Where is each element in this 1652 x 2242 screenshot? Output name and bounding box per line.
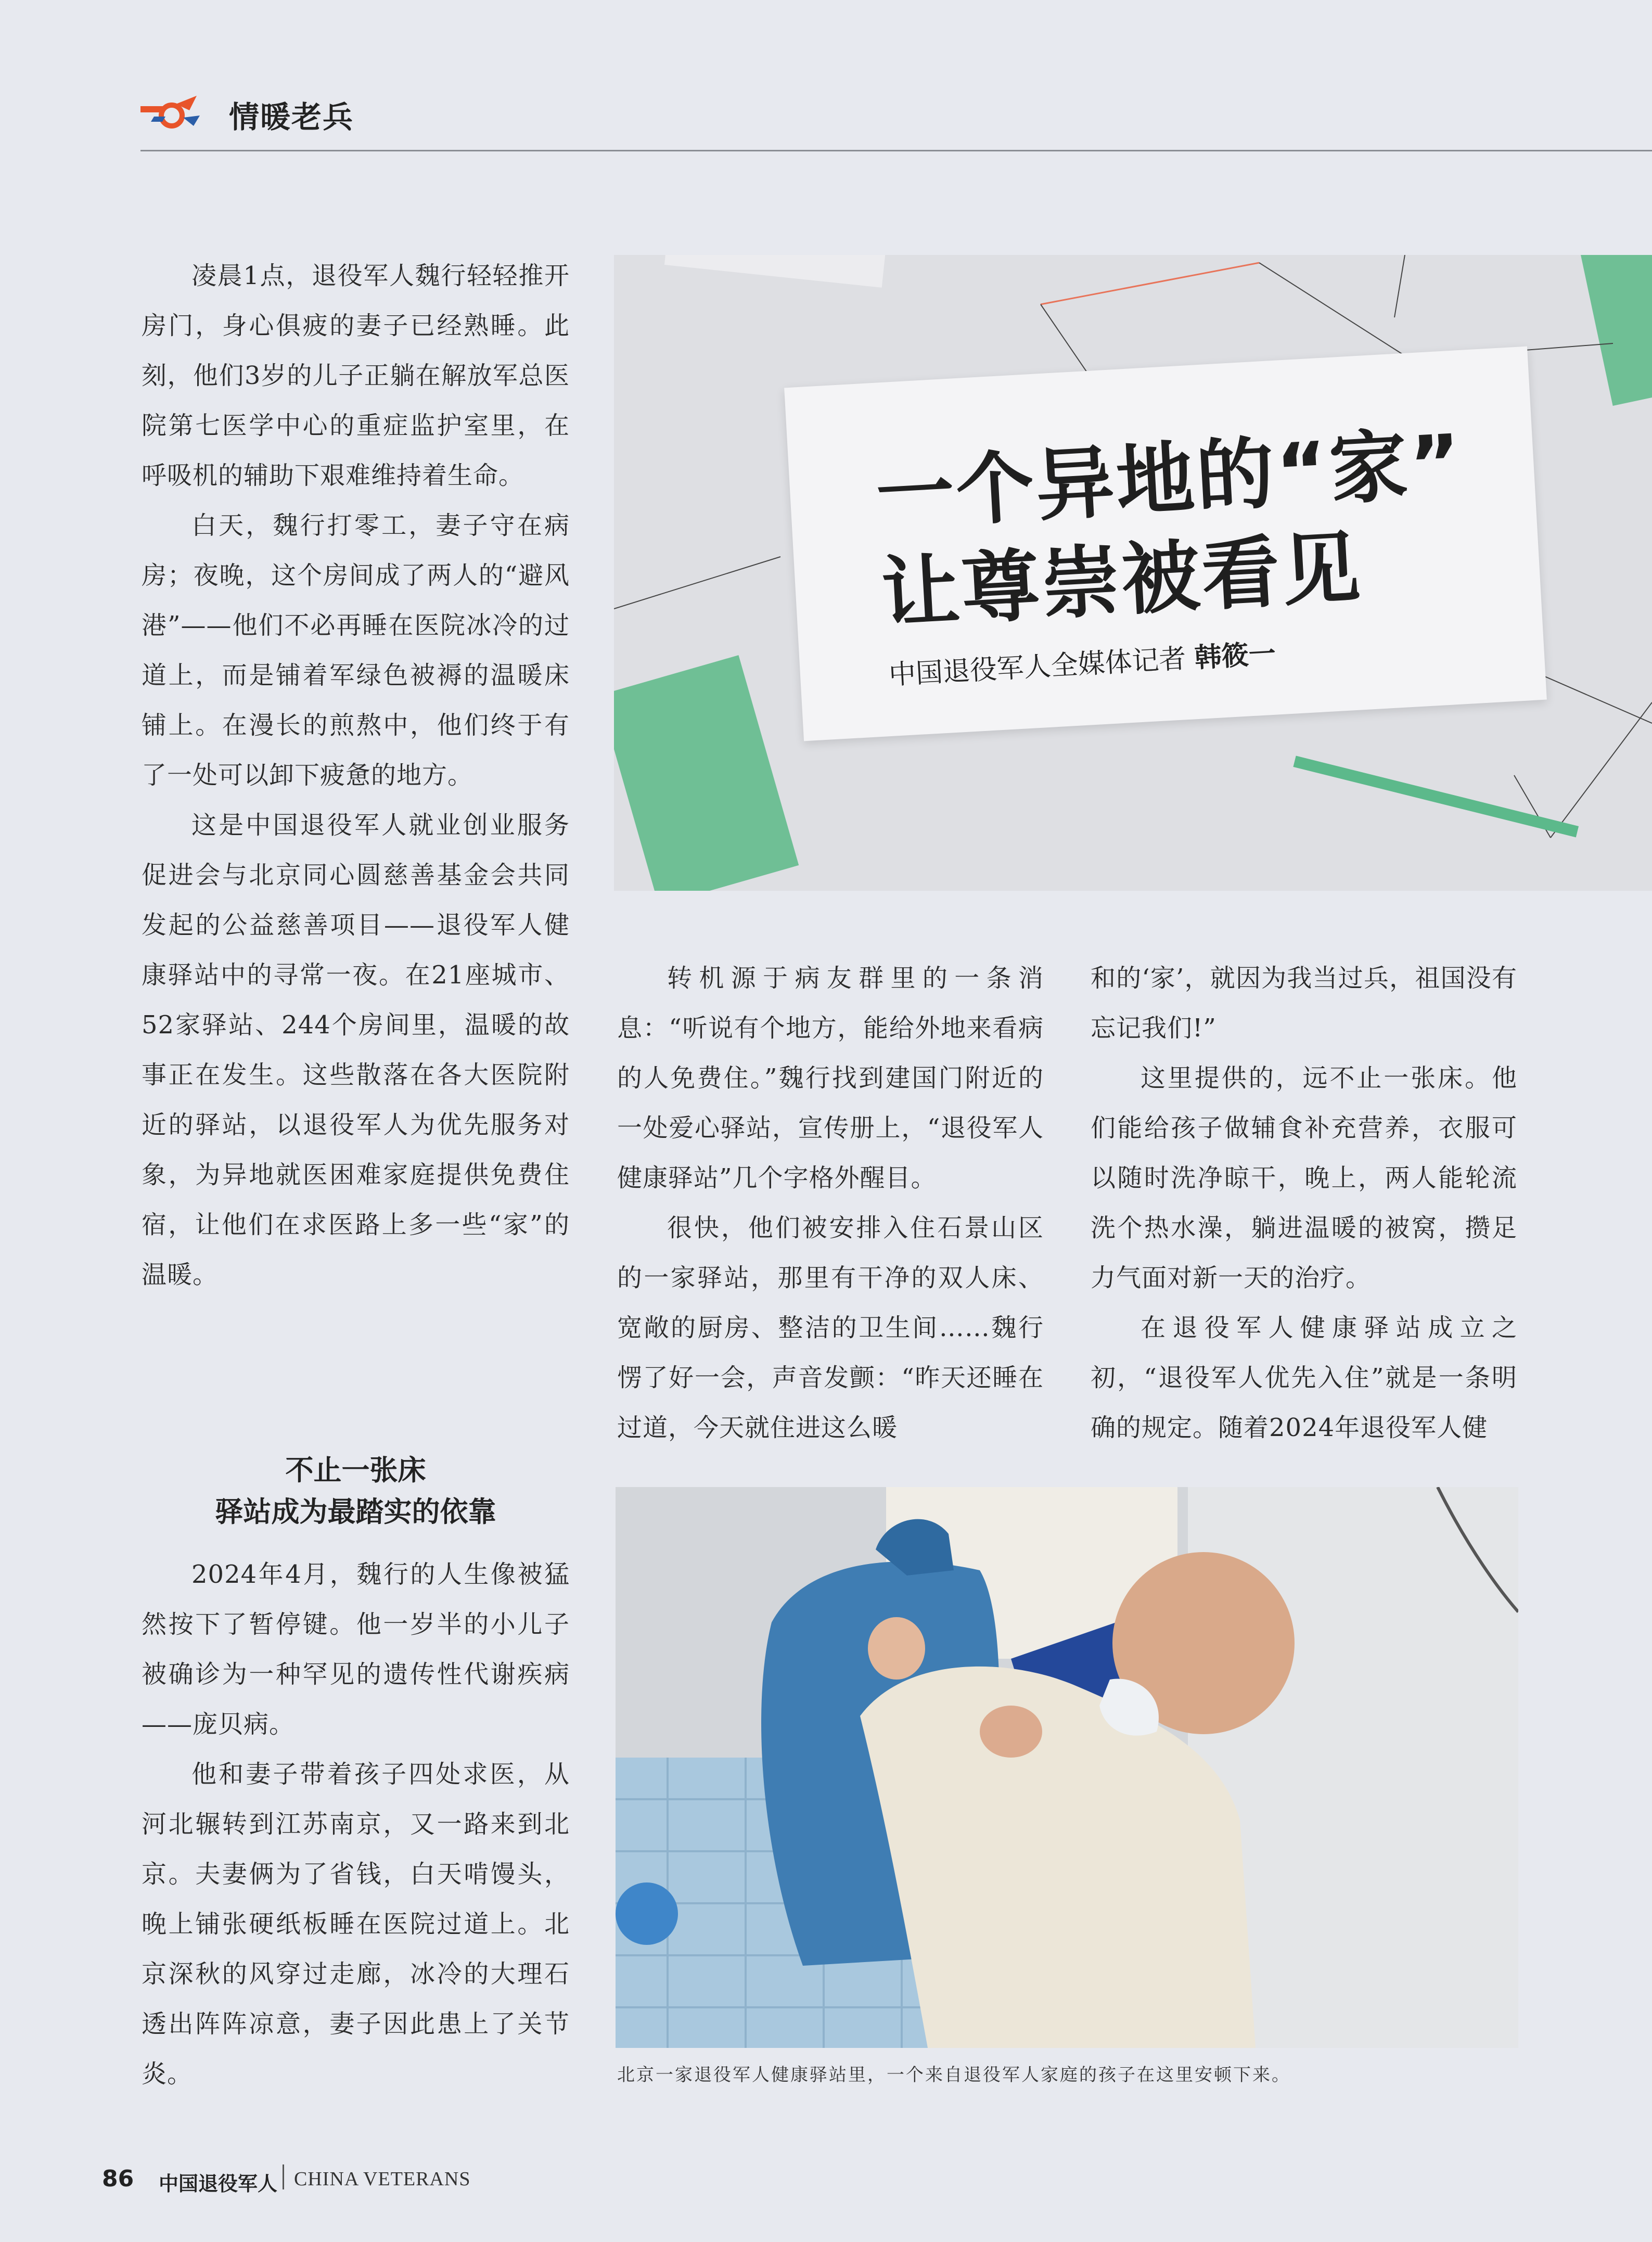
paragraph: 这是中国退役军人就业创业服务促进会与北京同心圆慈善基金会共同发起的公益慈善项目——退役军人健康驿站中的寻常一夜。在21座城市、52家驿站、244个房间里，温暖的故事正在发生。这些散落在各大医院附近的驿站，以退役军人为优先服务对象，为异地就医困难家庭提供免费住宿，让他们在求医路上多一些“家”的温暖。 <box>142 811 570 1289</box>
article-photo <box>616 1487 1518 2048</box>
magazine-name-cn: 中国退役军人 <box>159 2172 278 2195</box>
paragraph: 2024年4月，魏行的人生像被猛然按下了暂停键。他一岁半的小儿子被确诊为一种罕见的遗传性代谢疾病——庞贝病。 <box>142 1560 570 1739</box>
section-title: 情暖老兵 <box>229 99 354 135</box>
paragraph: 他和妻子带着孩子四处求医，从河北辗转到江苏南京，又一路来到北京。夫妻俩为了省钱，白天啃馒头，晚上铺张硬纸板睡在医院过道上。北京深秋的风穿过走廊，冰冷的大理石透出阵阵凉意，妻子因此患上了关节炎。 <box>142 1760 570 2089</box>
paragraph: 白天，魏行打零工，妻子守在病房；夜晚，这个房间成了两人的“避风港”——他们不必再睡在医院冰冷的过道上，而是铺着军绿色被褥的温暖床铺上。在漫长的煎熬中，他们终于有了一处可以卸下疲惫的地方。 <box>142 511 570 790</box>
byline <box>888 632 1277 692</box>
article-column-3 <box>1091 953 1517 1453</box>
paragraph: 在退役军人健康驿站成立之初，“退役军人优先入住”就是一条明确的规定。随着2024年退役军人健 <box>1091 1313 1517 1442</box>
article-column-1-continued <box>142 1549 570 2099</box>
soldier-logo-icon <box>139 95 201 131</box>
magazine-name-en: CHINA VETERANS <box>294 2168 471 2190</box>
hero-title-image <box>614 255 1652 891</box>
paragraph: 很快，他们被安排入住石景山区的一家驿站，那里有干净的双人床、宽敞的厨房、整洁的卫生间……魏行愣了好一会，声音发颤：“昨天还睡在过道，今天就住进这么暖 <box>617 1213 1044 1442</box>
section-subheading <box>142 1450 570 1533</box>
article-column-1 <box>142 251 570 1300</box>
header-divider <box>140 150 1652 151</box>
paragraph-continued: 和的‘家’，就因为我当过兵，祖国没有忘记我们!” <box>1091 964 1517 1043</box>
paragraph: 凌晨1点，退役军人魏行轻轻推开房门，身心俱疲的妻子已经熟睡。此刻，他们3岁的儿子正躺在解放军总医院第七医学中心的重症监护室里，在呼吸机的辅助下艰难维持着生命。 <box>142 261 570 490</box>
paragraph: 这里提供的，远不止一张床。他们能给孩子做辅食补充营养，衣服可以随时洗净晾干，晚上，两人能轮流洗个热水澡，躺进温暖的被窝，攒足力气面对新一天的治疗。 <box>1091 1064 1517 1292</box>
article-column-2 <box>617 953 1044 1453</box>
byline-author: 韩筱一 <box>1194 638 1277 674</box>
headline-line-2: 让尊崇被看见 <box>879 522 1365 640</box>
byline-prefix: 中国退役军人全媒体记者 <box>888 643 1196 691</box>
page-number: 86 <box>102 2166 134 2192</box>
photo-child-with-backpack <box>616 1487 1518 2048</box>
headline-line-1: 一个异地的“家” <box>874 417 1466 541</box>
footer-separator <box>283 2164 284 2189</box>
subheading-line-2: 驿站成为最踏实的依靠 <box>215 1495 496 1528</box>
title-card <box>784 347 1547 741</box>
subheading-line-1: 不止一张床 <box>285 1454 426 1487</box>
photo-caption: 北京一家退役军人健康驿站里，一个来自退役军人家庭的孩子在这里安顿下来。 <box>617 2065 1291 2085</box>
paragraph: 转机源于病友群里的一条消息：“听说有个地方，能给外地来看病的人免费住。”魏行找到建国门附近的一处爱心驿站，宣传册上，“退役军人健康驿站”几个字格外醒目。 <box>617 964 1044 1193</box>
